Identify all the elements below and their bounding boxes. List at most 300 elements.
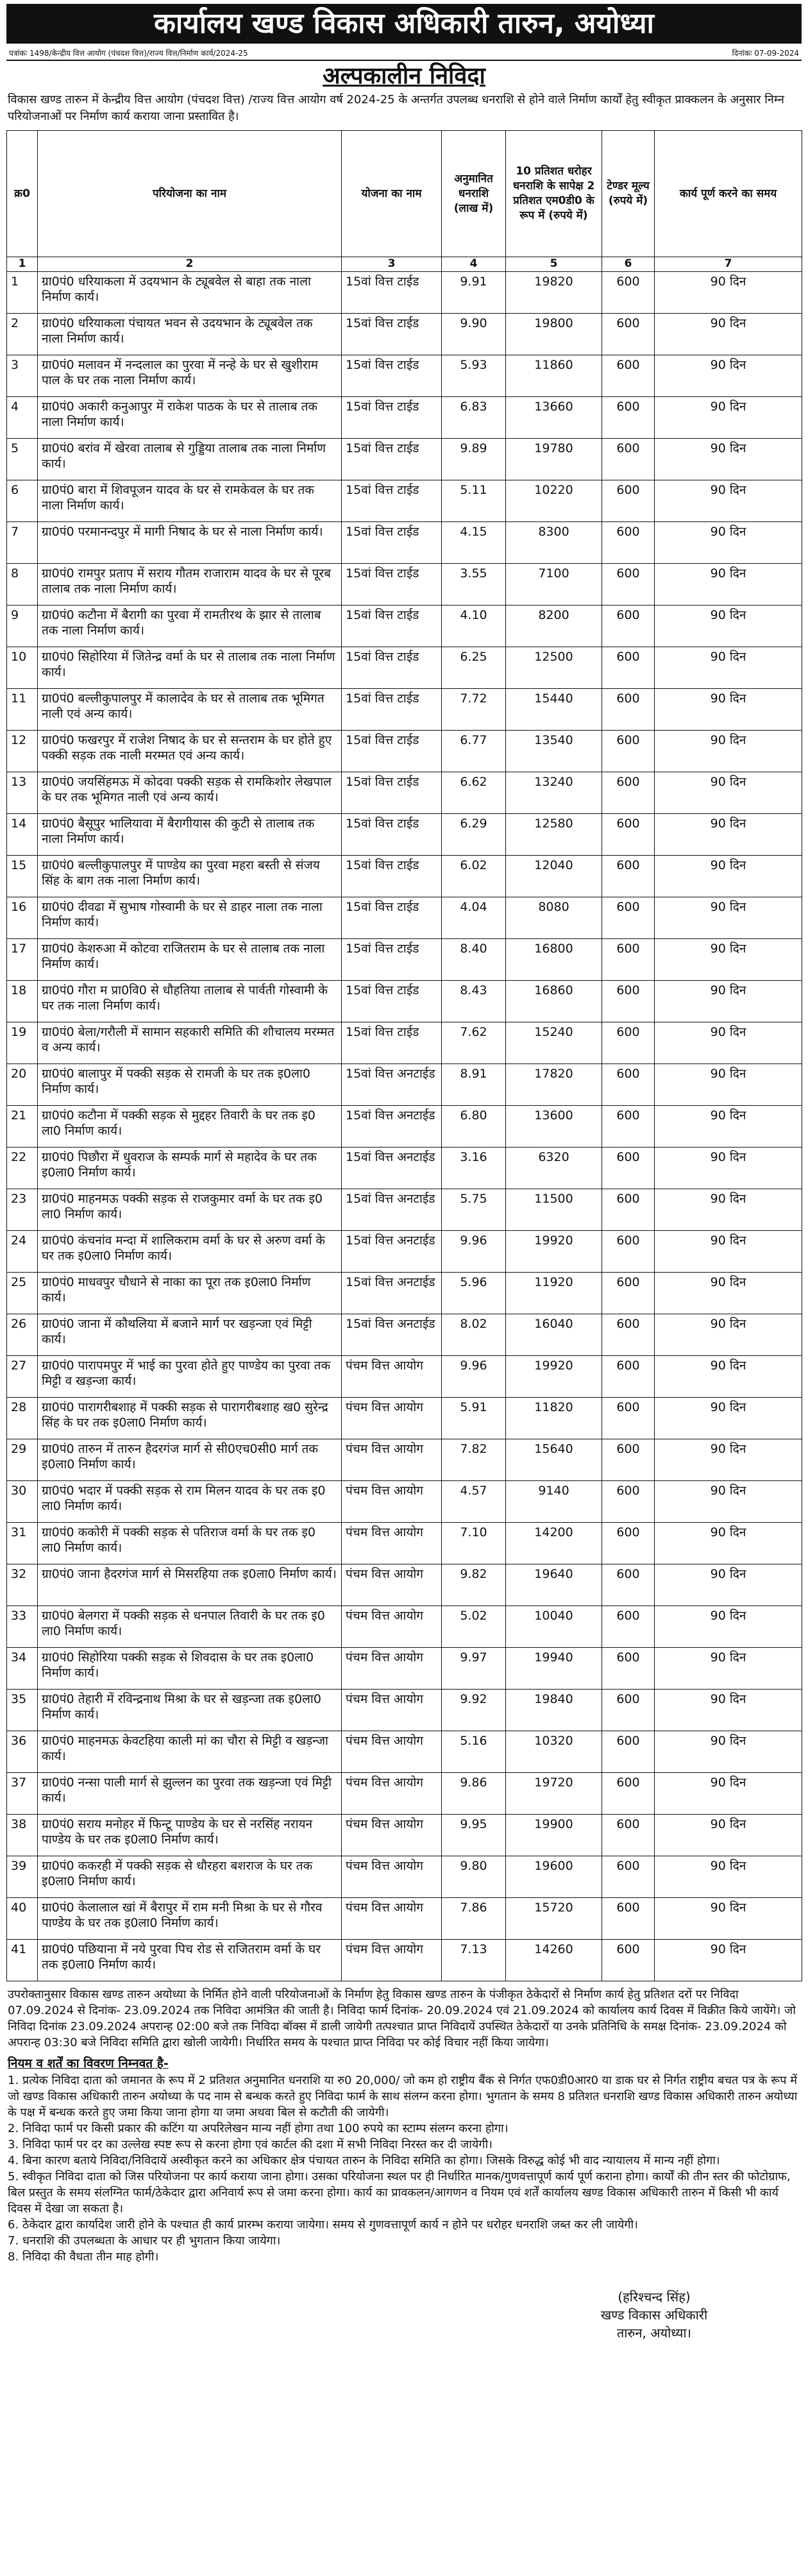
cell-serial: 21 — [7, 1106, 38, 1148]
signatory-name: (हरिश्चन्द सिंह) — [618, 2289, 691, 2305]
cell-serial: 34 — [7, 1648, 38, 1690]
cell-project-name: ग्रा0पं0 बरांव में खेरवा तालाब से गुड्डिया तालाब तक नाला निर्माण कार्य। — [38, 439, 342, 480]
cell-serial: 16 — [7, 897, 38, 939]
reference-line — [6, 44, 802, 61]
cell-serial: 19 — [7, 1022, 38, 1064]
cell-amount: 6.02 — [442, 856, 506, 897]
cell-scheme: पंचम वित्त आयोग — [342, 1856, 442, 1898]
cell-project-name: ग्रा0पं0 भदार में पक्की सड़क से राम मिलन यादव के घर तक इ0 ला0 निर्माण कार्य। — [38, 1481, 342, 1523]
cell-scheme: 15वां वित्त अनटाईड — [342, 1064, 442, 1106]
cell-scheme: पंचम वित्त आयोग — [342, 1523, 442, 1564]
cell-serial: 31 — [7, 1523, 38, 1564]
cell-deposit: 15720 — [506, 1898, 602, 1940]
cell-scheme: पंचम वित्त आयोग — [342, 1773, 442, 1815]
table-row — [7, 1356, 802, 1398]
cell-serial: 17 — [7, 939, 38, 981]
cell-project-name: ग्रा0पं0 पारागरीबशाह में पक्की सड़क से पारागरीबशाह ख0 सुरेन्द्र सिंह के घर तक इ0ला0 निर्माण कार्य। — [38, 1398, 342, 1439]
table-header-row — [7, 131, 802, 257]
cell-tender-fee: 600 — [602, 939, 655, 981]
table-row — [7, 981, 802, 1022]
cell-deposit: 10320 — [506, 1731, 602, 1773]
cell-scheme: 15वां वित्त टाईड — [342, 647, 442, 689]
cell-serial: 12 — [7, 731, 38, 772]
cell-serial: 1 — [7, 272, 38, 314]
cell-serial: 6 — [7, 480, 38, 522]
cell-scheme: 15वां वित्त टाईड — [342, 772, 442, 814]
cell-deposit: 8300 — [506, 522, 602, 564]
cell-tender-fee: 600 — [602, 522, 655, 564]
cell-completion-time: 90 दिन — [655, 1064, 802, 1106]
cell-serial: 37 — [7, 1773, 38, 1815]
table-row — [7, 1648, 802, 1690]
cell-serial: 27 — [7, 1356, 38, 1398]
table-row — [7, 397, 802, 439]
intro-paragraph: विकास खण्ड तारुन में केन्द्रीय वित्त आयोग (पंचदश वित्त) /राज्य वित्त आयोग वर्ष 2024-25 के अन्तर्गत उपलब्ध धनराशि से होने वाले निर्माण कार्यों हेतु स्वीकृत प्राक्कलन के अनुसार निम्न परियोजनाओं पर निर्माण कार्य कराया जाना प्रस्तावित है। — [8, 93, 784, 123]
cell-amount: 6.83 — [442, 397, 506, 439]
cell-amount: 9.89 — [442, 439, 506, 480]
column-number: 3 — [342, 257, 442, 272]
cell-completion-time: 90 दिन — [655, 439, 802, 480]
cell-completion-time: 90 दिन — [655, 1815, 802, 1856]
cell-amount: 7.13 — [442, 1940, 506, 1981]
rule-item: 4. बिना कारण बताये निविदा/निविदायें अस्वीकृत करने का अधिकार क्षेत्र पंचायत तारुन के निविदा समिति का होगा। जिसके विरुद्ध कोई भी वाद न्यायालय में मान्य नहीं होगा। — [8, 2154, 720, 2167]
cell-tender-fee: 600 — [602, 1314, 655, 1356]
cell-amount: 8.91 — [442, 1064, 506, 1106]
header-completion-time: कार्य पूर्ण करने का समय — [655, 131, 802, 257]
table-row — [7, 522, 802, 564]
table-row — [7, 1148, 802, 1189]
notice-title: अल्पकालीन निविदा — [323, 63, 485, 89]
cell-scheme: 15वां वित्त टाईड — [342, 314, 442, 355]
cell-deposit: 16040 — [506, 1314, 602, 1356]
cell-serial: 5 — [7, 439, 38, 480]
cell-tender-fee: 600 — [602, 856, 655, 897]
cell-project-name: ग्रा0पं0 धरियाकला पंचायत भवन से उदयभान के ट्यूबवेल तक नाला निर्माण कार्य। — [38, 314, 342, 355]
column-number: 7 — [655, 257, 802, 272]
cell-completion-time: 90 दिन — [655, 606, 802, 647]
cell-completion-time: 90 दिन — [655, 1314, 802, 1356]
cell-completion-time: 90 दिन — [655, 1273, 802, 1314]
cell-scheme: 15वां वित्त अनटाईड — [342, 1231, 442, 1273]
cell-tender-fee: 600 — [602, 1773, 655, 1815]
cell-amount: 6.62 — [442, 772, 506, 814]
cell-deposit: 17820 — [506, 1064, 602, 1106]
cell-serial: 26 — [7, 1314, 38, 1356]
column-number: 4 — [442, 257, 506, 272]
cell-project-name: ग्रा0पं0 माहनमऊ पक्की सड़क से राजकुमार वर्मा के घर तक इ0 ला0 निर्माण कार्य। — [38, 1189, 342, 1231]
cell-scheme: 15वां वित्त टाईड — [342, 814, 442, 856]
cell-deposit: 8200 — [506, 606, 602, 647]
cell-project-name: ग्रा0पं0 बारा में शिवपूजन यादव के घर से रामकेवल के घर तक नाला निर्माण कार्य। — [38, 480, 342, 522]
cell-completion-time: 90 दिन — [655, 564, 802, 606]
cell-deposit: 16860 — [506, 981, 602, 1022]
column-number: 6 — [602, 257, 655, 272]
cell-deposit: 7100 — [506, 564, 602, 606]
cell-scheme: 15वां वित्त अनटाईड — [342, 1106, 442, 1148]
cell-project-name: ग्रा0पं0 जाना में कौथलिया में बजाने मार्ग पर खड़न्जा एवं मिट्टी कार्य। — [38, 1314, 342, 1356]
table-row — [7, 606, 802, 647]
cell-tender-fee: 600 — [602, 1189, 655, 1231]
cell-scheme: 15वां वित्त टाईड — [342, 897, 442, 939]
cell-amount: 9.86 — [442, 1773, 506, 1815]
cell-scheme: 15वां वित्त अनटाईड — [342, 1314, 442, 1356]
cell-serial: 36 — [7, 1731, 38, 1773]
table-row — [7, 1690, 802, 1731]
cell-completion-time: 90 दिन — [655, 1189, 802, 1231]
cell-serial: 35 — [7, 1690, 38, 1731]
cell-tender-fee: 600 — [602, 1940, 655, 1981]
cell-scheme: 15वां वित्त टाईड — [342, 439, 442, 480]
cell-deposit: 12580 — [506, 814, 602, 856]
cell-amount: 3.55 — [442, 564, 506, 606]
cell-project-name: ग्रा0पं0 जयसिंहमऊ में कोदवा पक्की सड़क से रामकिशोर लेखपाल के घर तक भूमिगत नाली एवं अन्य कार्य। — [38, 772, 342, 814]
cell-tender-fee: 600 — [602, 1356, 655, 1398]
cell-completion-time: 90 दिन — [655, 772, 802, 814]
cell-serial: 39 — [7, 1856, 38, 1898]
table-row — [7, 1314, 802, 1356]
cell-scheme: पंचम वित्त आयोग — [342, 1564, 442, 1606]
table-row — [7, 272, 802, 314]
header-scheme: योजना का नाम — [342, 131, 442, 257]
cell-amount: 5.75 — [442, 1189, 506, 1231]
signatory-designation: खण्ड विकास अधिकारी — [600, 2307, 708, 2323]
table-row — [7, 1773, 802, 1815]
table-row — [7, 897, 802, 939]
table-row — [7, 1273, 802, 1314]
cell-deposit: 19840 — [506, 1690, 602, 1731]
cell-deposit: 11500 — [506, 1189, 602, 1231]
cell-tender-fee: 600 — [602, 314, 655, 355]
cell-deposit: 11820 — [506, 1398, 602, 1439]
cell-completion-time: 90 दिन — [655, 1356, 802, 1398]
projects-table — [6, 130, 802, 1981]
cell-tender-fee: 600 — [602, 1898, 655, 1940]
cell-serial: 18 — [7, 981, 38, 1022]
cell-amount: 5.96 — [442, 1273, 506, 1314]
cell-tender-fee: 600 — [602, 1106, 655, 1148]
cell-project-name: ग्रा0पं0 सिहोरिया पक्की सड़क से शिवदास के घर तक इ0ला0 निर्माण कार्य। — [38, 1648, 342, 1690]
cell-project-name: ग्रा0पं0 सिहोरिया में जितेन्द्र वर्मा के घर से तालाब तक नाला निर्माण कार्य। — [38, 647, 342, 689]
cell-tender-fee: 600 — [602, 439, 655, 480]
cell-deposit: 14260 — [506, 1940, 602, 1981]
cell-scheme: 15वां वित्त टाईड — [342, 272, 442, 314]
table-row — [7, 731, 802, 772]
cell-deposit: 19940 — [506, 1648, 602, 1690]
cell-deposit: 13660 — [506, 397, 602, 439]
header-tender-fee: टेण्डर मूल्य (रुपये में) — [602, 131, 655, 257]
cell-scheme: 15वां वित्त टाईड — [342, 981, 442, 1022]
cell-serial: 22 — [7, 1148, 38, 1189]
signature-block — [519, 2288, 789, 2342]
cell-tender-fee: 600 — [602, 647, 655, 689]
cell-completion-time: 90 दिन — [655, 272, 802, 314]
cell-deposit: 12040 — [506, 856, 602, 897]
cell-tender-fee: 600 — [602, 1064, 655, 1106]
cell-deposit: 19820 — [506, 272, 602, 314]
cell-tender-fee: 600 — [602, 397, 655, 439]
cell-serial: 30 — [7, 1481, 38, 1523]
cell-deposit: 19920 — [506, 1231, 602, 1273]
cell-tender-fee: 600 — [602, 1564, 655, 1606]
cell-tender-fee: 600 — [602, 981, 655, 1022]
cell-project-name: ग्रा0पं0 बालापुर में पक्की सड़क से रामजी के घर तक इ0ला0 निर्माण कार्य। — [38, 1064, 342, 1106]
cell-completion-time: 90 दिन — [655, 314, 802, 355]
cell-deposit: 8080 — [506, 897, 602, 939]
cell-tender-fee: 600 — [602, 689, 655, 731]
cell-project-name: ग्रा0पं0 रामपुर प्रताप में सराय गौतम राजाराम यादव के घर से पूरब तालाब तक नाला निर्माण कार्य। — [38, 564, 342, 606]
cell-deposit: 15240 — [506, 1022, 602, 1064]
cell-scheme: 15वां वित्त टाईड — [342, 731, 442, 772]
cell-amount: 6.80 — [442, 1106, 506, 1148]
cell-serial: 11 — [7, 689, 38, 731]
cell-deposit: 19600 — [506, 1856, 602, 1898]
cell-tender-fee: 600 — [602, 564, 655, 606]
cell-completion-time: 90 दिन — [655, 856, 802, 897]
cell-deposit: 16800 — [506, 939, 602, 981]
cell-tender-fee: 600 — [602, 1231, 655, 1273]
cell-project-name: ग्रा0पं0 पारापमपुर में भाई का पुरवा होते हुए पाण्डेय का पुरवा तक मिट्टी व खड़न्जा कार्य। — [38, 1356, 342, 1398]
cell-tender-fee: 600 — [602, 606, 655, 647]
cell-deposit: 19720 — [506, 1773, 602, 1815]
cell-amount: 4.57 — [442, 1481, 506, 1523]
cell-deposit: 10220 — [506, 480, 602, 522]
cell-deposit: 13540 — [506, 731, 602, 772]
cell-completion-time: 90 दिन — [655, 1439, 802, 1481]
cell-amount: 5.16 — [442, 1731, 506, 1773]
cell-completion-time: 90 दिन — [655, 939, 802, 981]
cell-completion-time: 90 दिन — [655, 1898, 802, 1940]
table-row — [7, 856, 802, 897]
cell-amount: 9.82 — [442, 1564, 506, 1606]
cell-amount: 4.10 — [442, 606, 506, 647]
header-serial: क्र0 — [7, 131, 38, 257]
cell-serial: 4 — [7, 397, 38, 439]
cell-tender-fee: 600 — [602, 1815, 655, 1856]
notice-date: दिनांकः 07-09-2024 — [732, 49, 799, 58]
cell-serial: 15 — [7, 856, 38, 897]
cell-project-name: ग्रा0पं0 बेला/गरौली में सामान सहकारी समिति की शौचालय मरम्मत व अन्य कार्य। — [38, 1022, 342, 1064]
cell-project-name: ग्रा0पं0 ककरही में पक्की सड़क से धौरहरा बशराज के घर तक इ0ला0 निर्माण कार्य। — [38, 1856, 342, 1898]
cell-deposit: 6320 — [506, 1148, 602, 1189]
cell-tender-fee: 600 — [602, 1648, 655, 1690]
cell-scheme: 15वां वित्त टाईड — [342, 606, 442, 647]
tender-schedule-paragraph: उपरोक्तानुसार विकास खण्ड तारुन अयोध्या के निर्मित होने वाली परियोजनाओं के निर्माण हेतु विकास खण्ड तारुन के पंजीकृत ठेकेदारों से निर्माण कार्य हेतु प्रतिशत दरों पर निविदा 07.09.2024 से दिनांक- 23.09.2024 तक निविदा आमंत्रित की जाती है। निविदा फार्म दिनांक- 20.09.2024 एवं 21.09.2024 को कार्यालय कार्य दिवस में विक्रीत किये जायेंगे। जो निविदा दिनांक 23.09.2024 अपरान्ह 02:00 बजे तक निविदा बॉक्स में डाली जायेगी तत्पश्चात प्राप्त निविदायें उपस्थित ठेकेदारों या उनके प्रतिनिधि के समक्ष दिनांक- 23.09.2024 को अपरान्ह 03:30 बजे निविदा समिति द्वारा खोली जायेगी। निर्धारित समय के पश्चात प्राप्त निविदा पर कोई विचार नहीं किया जायेगा। — [8, 1988, 796, 2049]
table-body — [7, 272, 802, 1981]
cell-project-name: ग्रा0पं0 सराय मनोहर में फिन्टू पाण्डेय के घर से नरसिंह नरायन पाण्डेय के घर तक इ0ला0 निर्माण कार्य। — [38, 1815, 342, 1856]
cell-serial: 28 — [7, 1398, 38, 1439]
cell-serial: 33 — [7, 1606, 38, 1648]
cell-deposit: 10040 — [506, 1606, 602, 1648]
cell-deposit: 19920 — [506, 1356, 602, 1398]
cell-scheme: 15वां वित्त अनटाईड — [342, 1148, 442, 1189]
cell-deposit: 9140 — [506, 1481, 602, 1523]
cell-scheme: पंचम वित्त आयोग — [342, 1356, 442, 1398]
cell-scheme: 15वां वित्त टाईड — [342, 689, 442, 731]
cell-deposit: 19800 — [506, 314, 602, 355]
cell-deposit: 15440 — [506, 689, 602, 731]
cell-amount: 9.80 — [442, 1856, 506, 1898]
cell-tender-fee: 600 — [602, 1273, 655, 1314]
cell-project-name: ग्रा0पं0 मलावन में नन्दलाल का पुरवा में नन्हे के घर से खुशीराम पाल के घर तक नाला निर्माण कार्य। — [38, 355, 342, 397]
cell-project-name: ग्रा0पं0 जाना हैदरगंज मार्ग से मिसरहिया तक इ0ला0 निर्माण कार्य। — [38, 1564, 342, 1606]
cell-serial: 23 — [7, 1189, 38, 1231]
cell-serial: 9 — [7, 606, 38, 647]
rule-item: 5. स्वीकृत निविदा दाता को जिस परियोजना पर कार्य कराया जाना होगा। उसका परियोजना स्थल पर ही निर्धारित मानक/गुणवत्तापूर्ण कार्य पूर्ण कराना होगा। कार्यों की तीन स्तर की फोटोग्राफ, बिल प्रस्तुत के समय संलग्नित फार्म/ठेकेदार द्वारा अनिवार्य रूप से जमा करना होगा। कार्य का प्रावकलन/आगणन व नियम एवं शर्तें कार्यालय खण्ड विकास अधिकारी तारुन में किसी भी कार्य दिवस में देखा जा सकता है। — [8, 2170, 791, 2216]
rules-list — [8, 2072, 800, 2265]
cell-completion-time: 90 दिन — [655, 897, 802, 939]
cell-deposit: 15640 — [506, 1439, 602, 1481]
signatory-place: तारुन, अयोध्या। — [616, 2325, 692, 2341]
table-row — [7, 564, 802, 606]
cell-serial: 20 — [7, 1064, 38, 1106]
cell-tender-fee: 600 — [602, 1439, 655, 1481]
cell-scheme: 15वां वित्त टाईड — [342, 397, 442, 439]
cell-project-name: ग्रा0पं0 धरियाकला में उदयभान के ट्यूबवेल से बाहा तक नाला निर्माण कार्य। — [38, 272, 342, 314]
cell-completion-time: 90 दिन — [655, 1648, 802, 1690]
cell-scheme: 15वां वित्त टाईड — [342, 939, 442, 981]
cell-scheme: पंचम वित्त आयोग — [342, 1940, 442, 1981]
cell-completion-time: 90 दिन — [655, 1564, 802, 1606]
table-row — [7, 814, 802, 856]
cell-project-name: ग्रा0पं0 पिछौरा में धुवराज के सम्पर्क मार्ग से महादेव के घर तक इ0ला0 निर्माण कार्य। — [38, 1148, 342, 1189]
cell-project-name: ग्रा0पं0 कटौना में बैरागी का पुरवा में रामतीरथ के झार से तालाब तक नाला निर्माण कार्य। — [38, 606, 342, 647]
cell-amount: 8.43 — [442, 981, 506, 1022]
cell-project-name: ग्रा0पं0 फखरपुर में राजेश निषाद के घर से सन्तराम के घर होते हुए पक्की सड़क तक नाली मरम्मत एवं अन्य कार्य। — [38, 731, 342, 772]
cell-completion-time: 90 दिन — [655, 689, 802, 731]
cell-scheme: 15वां वित्त अनटाईड — [342, 1273, 442, 1314]
cell-amount: 7.10 — [442, 1523, 506, 1564]
cell-amount: 8.40 — [442, 939, 506, 981]
cell-amount: 4.04 — [442, 897, 506, 939]
cell-scheme: 15वां वित्त अनटाईड — [342, 1189, 442, 1231]
cell-tender-fee: 600 — [602, 1481, 655, 1523]
cell-scheme: 15वां वित्त टाईड — [342, 480, 442, 522]
cell-serial: 13 — [7, 772, 38, 814]
table-row — [7, 1815, 802, 1856]
cell-project-name: ग्रा0पं0 बल्लीकुपालपुर में पाण्डेय का पुरवा महरा बस्ती से संजय सिंह के बाग तक नाला निर्माण कार्य। — [38, 856, 342, 897]
cell-tender-fee: 600 — [602, 1606, 655, 1648]
cell-serial: 10 — [7, 647, 38, 689]
cell-amount: 5.11 — [442, 480, 506, 522]
cell-tender-fee: 600 — [602, 897, 655, 939]
cell-scheme: पंचम वित्त आयोग — [342, 1690, 442, 1731]
cell-project-name: ग्रा0पं0 अकारी कनुआपुर में राकेश पाठक के घर से तालाब तक नाला निर्माण कार्य। — [38, 397, 342, 439]
column-number-row — [7, 257, 802, 272]
cell-amount: 8.02 — [442, 1314, 506, 1356]
cell-amount: 7.86 — [442, 1898, 506, 1940]
cell-serial: 41 — [7, 1940, 38, 1981]
cell-completion-time: 90 दिन — [655, 1106, 802, 1148]
cell-amount: 7.82 — [442, 1439, 506, 1481]
cell-serial: 3 — [7, 355, 38, 397]
cell-amount: 5.93 — [442, 355, 506, 397]
header-amount: अनुमानित धनराशि (लाख में) — [442, 131, 506, 257]
table-row — [7, 1106, 802, 1148]
table-row — [7, 1856, 802, 1898]
cell-project-name: ग्रा0पं0 बैसूपुर भालियावा में बैरागीयास की कुटी से तालाब तक नाला निर्माण कार्य। — [38, 814, 342, 856]
cell-amount: 9.91 — [442, 272, 506, 314]
cell-project-name: ग्रा0पं0 कंचनांव मन्दा में शालिकराम वर्मा के घर से अरुण वर्मा के घर तक इ0ला0 निर्माण कार्य। — [38, 1231, 342, 1273]
table-row — [7, 1731, 802, 1773]
cell-deposit: 11920 — [506, 1273, 602, 1314]
cell-completion-time: 90 दिन — [655, 397, 802, 439]
table-row — [7, 689, 802, 731]
cell-deposit: 19780 — [506, 439, 602, 480]
cell-tender-fee: 600 — [602, 1731, 655, 1773]
rule-item: 7. धनराशि की उपलब्धता के आधार पर ही भुगतान किया जायेगा। — [8, 2234, 281, 2248]
cell-completion-time: 90 दिन — [655, 522, 802, 564]
cell-tender-fee: 600 — [602, 1856, 655, 1898]
cell-scheme: पंचम वित्त आयोग — [342, 1815, 442, 1856]
cell-deposit: 11860 — [506, 355, 602, 397]
cell-completion-time: 90 दिन — [655, 1398, 802, 1439]
cell-scheme: पंचम वित्त आयोग — [342, 1481, 442, 1523]
table-row — [7, 1940, 802, 1981]
cell-scheme: 15वां वित्त टाईड — [342, 856, 442, 897]
column-number: 5 — [506, 257, 602, 272]
cell-project-name: ग्रा0पं0 नन्सा पाली मार्ग से झुल्लन का पुरवा तक खड़न्जा एवं मिट्टी कार्य। — [38, 1773, 342, 1815]
cell-tender-fee: 600 — [602, 1022, 655, 1064]
header-deposit: 10 प्रतिशत धरोहर धनराशि के सापेक्ष 2 प्रतिशत एम0डी0 के रूप में (रुपये में) — [506, 131, 602, 257]
cell-project-name: ग्रा0पं0 तारुन में तारुन हैदरगंज मार्ग से सी0एच0सी0 मार्ग तक इ0ला0 निर्माण कार्य। — [38, 1439, 342, 1481]
table-row — [7, 939, 802, 981]
cell-project-name: ग्रा0पं0 बल्लीकुपालपुर में कालादेव के घर से तालाब तक भूमिगत नाली एवं अन्य कार्य। — [38, 689, 342, 731]
cell-deposit: 12500 — [506, 647, 602, 689]
cell-project-name: ग्रा0पं0 माहनमऊ केवटहिया काली मां का चौरा से मिट्टी व खड़न्जा कार्य। — [38, 1731, 342, 1773]
cell-completion-time: 90 दिन — [655, 1606, 802, 1648]
cell-completion-time: 90 दिन — [655, 1731, 802, 1773]
cell-completion-time: 90 दिन — [655, 1856, 802, 1898]
tender-notice-page — [6, 0, 802, 2342]
cell-serial: 24 — [7, 1231, 38, 1273]
table-row — [7, 1606, 802, 1648]
table-row — [7, 1439, 802, 1481]
cell-scheme: पंचम वित्त आयोग — [342, 1606, 442, 1648]
cell-completion-time: 90 दिन — [655, 981, 802, 1022]
rule-item: 3. निविदा फार्म पर दर का उल्लेख स्पष्ट रूप से करना होगा एवं कार्टल की दशा में सभी निविदा निरस्त कर दी जायेगी। — [8, 2138, 492, 2151]
table-row — [7, 1398, 802, 1439]
cell-scheme: पंचम वित्त आयोग — [342, 1398, 442, 1439]
cell-completion-time: 90 दिन — [655, 1940, 802, 1981]
table-row — [7, 1898, 802, 1940]
table-row — [7, 355, 802, 397]
cell-amount: 9.97 — [442, 1648, 506, 1690]
cell-amount: 7.72 — [442, 689, 506, 731]
reference-number: पत्रांकः 1498/केन्द्रीय वित्त आयोग (पंचदश वित्त)/राज्य वित्त/निर्माण कार्य/2024-25 — [9, 49, 248, 58]
cell-completion-time: 90 दिन — [655, 731, 802, 772]
cell-scheme: 15वां वित्त टाईड — [342, 564, 442, 606]
cell-amount: 6.77 — [442, 731, 506, 772]
table-row — [7, 314, 802, 355]
table-row — [7, 1231, 802, 1273]
cell-serial: 29 — [7, 1439, 38, 1481]
cell-amount: 9.96 — [442, 1231, 506, 1273]
table-row — [7, 439, 802, 480]
rules-heading: नियम व शर्तें का विवरण निम्नवत है- — [8, 2056, 169, 2071]
cell-completion-time: 90 दिन — [655, 647, 802, 689]
cell-amount: 9.96 — [442, 1356, 506, 1398]
cell-serial: 25 — [7, 1273, 38, 1314]
cell-tender-fee: 600 — [602, 1690, 655, 1731]
cell-scheme: 15वां वित्त टाईड — [342, 355, 442, 397]
cell-serial: 32 — [7, 1564, 38, 1606]
cell-deposit: 13240 — [506, 772, 602, 814]
rule-item: 2. निविदा फार्म पर किसी प्रकार की कटिंग या अपरिलेखन मान्य नहीं होगा तथा 100 रुपये का स्टाम्प संलग्न करना होगा। — [8, 2122, 509, 2135]
cell-project-name: ग्रा0पं0 कटौना में पक्की सड़क से मुद्दहर तिवारी के घर तक इ0 ला0 निर्माण कार्य। — [38, 1106, 342, 1148]
table-row — [7, 1523, 802, 1564]
cell-completion-time: 90 दिन — [655, 355, 802, 397]
cell-deposit: 14200 — [506, 1523, 602, 1564]
